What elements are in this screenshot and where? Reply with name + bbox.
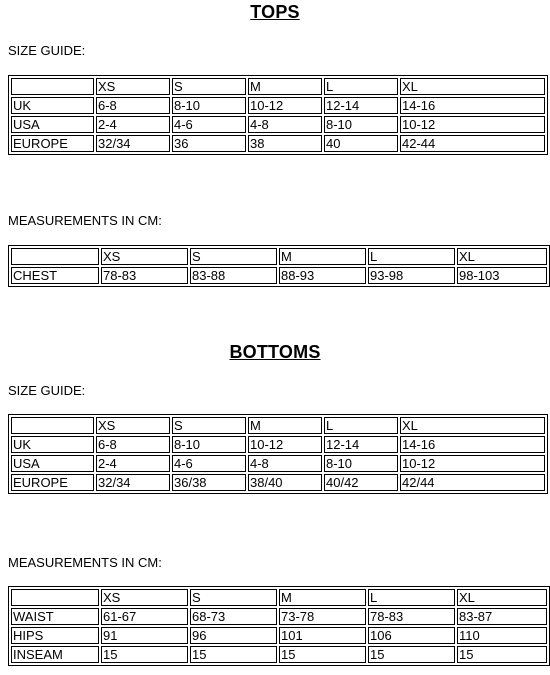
table-cell: 83-88 xyxy=(190,267,277,284)
table-header-cell xyxy=(11,248,99,265)
bottoms-measurements-table xyxy=(8,586,550,666)
table-cell: 4-8 xyxy=(248,116,322,133)
table-cell: 4-6 xyxy=(172,455,246,472)
table-cell: 73-78 xyxy=(279,608,366,625)
table-cell: 98-103 xyxy=(457,267,547,284)
tops-measurements-table xyxy=(8,245,550,287)
table-cell: 78-83 xyxy=(368,608,455,625)
table-cell: 14-16 xyxy=(400,97,545,114)
table-row xyxy=(11,474,545,491)
table-cell: 42-44 xyxy=(400,135,545,152)
table-cell: 40 xyxy=(324,135,398,152)
table-header-cell: XS xyxy=(101,589,188,606)
table-cell: 38 xyxy=(248,135,322,152)
table-cell: 10-12 xyxy=(400,455,545,472)
table-header-cell: XS xyxy=(101,248,188,265)
table-header-cell: L xyxy=(368,589,455,606)
table-cell: 2-4 xyxy=(96,455,170,472)
tops-size-guide-label: SIZE GUIDE: xyxy=(8,43,86,58)
table-cell: 12-14 xyxy=(324,97,398,114)
table-row xyxy=(11,646,547,663)
table-header-cell: XL xyxy=(400,417,545,434)
table-cell: 106 xyxy=(368,627,455,644)
table-row-label: EUROPE xyxy=(11,474,94,491)
table-header-cell: L xyxy=(324,417,398,434)
table-cell: 83-87 xyxy=(457,608,547,625)
table-cell: 4-6 xyxy=(172,116,246,133)
table-cell: 4-8 xyxy=(248,455,322,472)
tops-measurements-label: MEASUREMENTS IN CM: xyxy=(8,213,162,228)
table-header-cell: M xyxy=(279,248,366,265)
bottoms-measurements-label: MEASUREMENTS IN CM: xyxy=(8,555,162,570)
table-header-row xyxy=(11,589,547,606)
table-row-label: WAIST xyxy=(11,608,99,625)
table-cell: 42/44 xyxy=(400,474,545,491)
table-header-cell: XS xyxy=(96,417,170,434)
table-cell: 15 xyxy=(190,646,277,663)
table-cell: 14-16 xyxy=(400,436,545,453)
table-header-cell: XL xyxy=(457,589,547,606)
table-header-cell: XS xyxy=(96,78,170,95)
table-header-cell xyxy=(11,78,94,95)
table-cell: 110 xyxy=(457,627,547,644)
table-cell: 61-67 xyxy=(101,608,188,625)
tops-title: TOPS xyxy=(250,2,300,22)
table-header-cell xyxy=(11,417,94,434)
table-cell: 15 xyxy=(457,646,547,663)
table-cell: 10-12 xyxy=(248,97,322,114)
table-row xyxy=(11,97,545,114)
table-header-cell: L xyxy=(324,78,398,95)
table-cell: 40/42 xyxy=(324,474,398,491)
table-cell: 93-98 xyxy=(368,267,455,284)
table-cell: 88-93 xyxy=(279,267,366,284)
table-cell: 96 xyxy=(190,627,277,644)
table-cell: 8-10 xyxy=(172,436,246,453)
table-header-cell: S xyxy=(190,589,277,606)
table-cell: 10-12 xyxy=(400,116,545,133)
table-header-cell: M xyxy=(248,78,322,95)
table-row xyxy=(11,455,545,472)
table-row xyxy=(11,267,547,284)
bottoms-title: BOTTOMS xyxy=(229,342,321,362)
table-cell: 32/34 xyxy=(96,135,170,152)
table-cell: 36 xyxy=(172,135,246,152)
table-header-cell: XL xyxy=(457,248,547,265)
table-cell: 6-8 xyxy=(96,97,170,114)
bottoms-size-guide-label: SIZE GUIDE: xyxy=(8,383,86,398)
table-cell: 32/34 xyxy=(96,474,170,491)
table-row-label: EUROPE xyxy=(11,135,94,152)
table-header-cell: XL xyxy=(400,78,545,95)
table-cell: 15 xyxy=(101,646,188,663)
table-row xyxy=(11,436,545,453)
table-header-cell: M xyxy=(279,589,366,606)
table-cell: 8-10 xyxy=(324,455,398,472)
table-header-row xyxy=(11,417,545,434)
table-cell: 38/40 xyxy=(248,474,322,491)
table-row-label: HIPS xyxy=(11,627,99,644)
table-cell: 8-10 xyxy=(324,116,398,133)
table-cell: 91 xyxy=(101,627,188,644)
table-header-cell: L xyxy=(368,248,455,265)
table-row xyxy=(11,116,545,133)
table-header-row xyxy=(11,78,545,95)
table-cell: 10-12 xyxy=(248,436,322,453)
table-header-cell: S xyxy=(190,248,277,265)
table-cell: 15 xyxy=(368,646,455,663)
table-header-row xyxy=(11,248,547,265)
table-cell: 6-8 xyxy=(96,436,170,453)
table-header-cell: S xyxy=(172,78,246,95)
table-cell: 12-14 xyxy=(324,436,398,453)
table-cell: 2-4 xyxy=(96,116,170,133)
tops-size-guide-table xyxy=(8,75,548,155)
table-row xyxy=(11,135,545,152)
bottoms-size-guide-table xyxy=(8,414,548,494)
table-cell: 36/38 xyxy=(172,474,246,491)
table-row xyxy=(11,608,547,625)
table-header-cell: S xyxy=(172,417,246,434)
table-row-label: USA xyxy=(11,116,94,133)
table-row-label: CHEST xyxy=(11,267,99,284)
table-row-label: INSEAM xyxy=(11,646,99,663)
table-cell: 15 xyxy=(279,646,366,663)
table-header-cell: M xyxy=(248,417,322,434)
table-cell: 101 xyxy=(279,627,366,644)
table-cell: 8-10 xyxy=(172,97,246,114)
table-row-label: UK xyxy=(11,97,94,114)
table-header-cell xyxy=(11,589,99,606)
table-row xyxy=(11,627,547,644)
table-row-label: USA xyxy=(11,455,94,472)
table-row-label: UK xyxy=(11,436,94,453)
table-cell: 78-83 xyxy=(101,267,188,284)
table-cell: 68-73 xyxy=(190,608,277,625)
